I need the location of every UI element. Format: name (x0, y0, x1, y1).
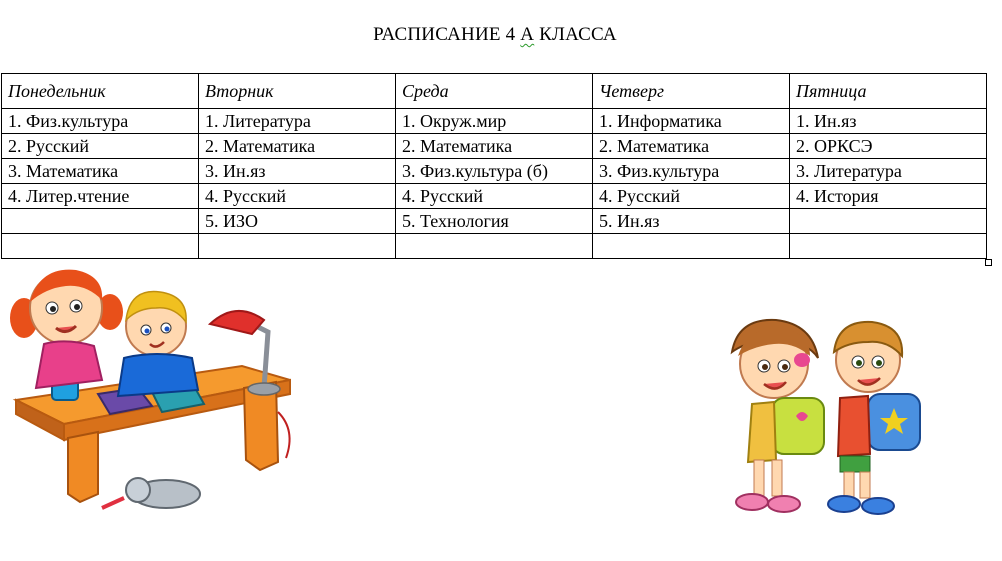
lesson-cell: 4. Русский (199, 184, 396, 209)
lesson-cell: 3. Математика (2, 159, 199, 184)
lesson-cell (396, 234, 593, 259)
lesson-cell (790, 234, 987, 259)
boy-figure (118, 292, 198, 396)
lesson-cell: 5. Ин.яз (593, 209, 790, 234)
table-row (2, 234, 987, 259)
lesson-cell: 4. История (790, 184, 987, 209)
title-part-2: А (520, 24, 535, 45)
lesson-cell (2, 234, 199, 259)
header-row (2, 74, 987, 109)
title-part-1: РАСПИСАНИЕ 4 (373, 24, 521, 45)
table-row (2, 209, 987, 234)
table-row (2, 159, 987, 184)
lesson-cell: 2. ОРКСЭ (790, 134, 987, 159)
lesson-cell (593, 234, 790, 259)
cat-figure (102, 478, 200, 508)
title-part-3: КЛАССА (534, 24, 617, 45)
lesson-cell: 1. Литература (199, 109, 396, 134)
lesson-cell: 3. Литература (790, 159, 987, 184)
lesson-cell: 4. Русский (593, 184, 790, 209)
children-with-backpacks-illustration (718, 312, 948, 527)
lesson-cell: 1. Физ.культура (2, 109, 199, 134)
lesson-cell (199, 234, 396, 259)
lesson-cell: 5. Технология (396, 209, 593, 234)
boy-with-backpack (828, 322, 920, 514)
lesson-cell: 1. Окруж.мир (396, 109, 593, 134)
girl-with-backpack (732, 320, 824, 512)
lesson-cell: 3. Физ.культура (593, 159, 790, 184)
table-row (2, 109, 987, 134)
lesson-cell: 2. Математика (593, 134, 790, 159)
lesson-cell (2, 209, 199, 234)
schedule-table (1, 73, 987, 259)
lesson-cell: 1. Ин.яз (790, 109, 987, 134)
lesson-cell: 4. Русский (396, 184, 593, 209)
page-title (0, 24, 990, 46)
day-header-thursday: Четверг (593, 74, 790, 109)
girl-figure (10, 270, 123, 388)
table-row (2, 184, 987, 209)
lesson-cell: 2. Математика (396, 134, 593, 159)
lesson-cell: 3. Ин.яз (199, 159, 396, 184)
lesson-cell: 4. Литер.чтение (2, 184, 199, 209)
table-resize-handle[interactable] (985, 259, 992, 266)
lesson-cell: 2. Математика (199, 134, 396, 159)
day-header-tuesday: Вторник (199, 74, 396, 109)
lesson-cell: 2. Русский (2, 134, 199, 159)
day-header-wednesday: Среда (396, 74, 593, 109)
day-header-friday: Пятница (790, 74, 987, 109)
table-row (2, 134, 987, 159)
day-header-monday: Понедельник (2, 74, 199, 109)
lesson-cell (790, 209, 987, 234)
children-at-desk-illustration (6, 262, 306, 527)
lesson-cell: 3. Физ.культура (б) (396, 159, 593, 184)
lesson-cell: 1. Информатика (593, 109, 790, 134)
lesson-cell: 5. ИЗО (199, 209, 396, 234)
